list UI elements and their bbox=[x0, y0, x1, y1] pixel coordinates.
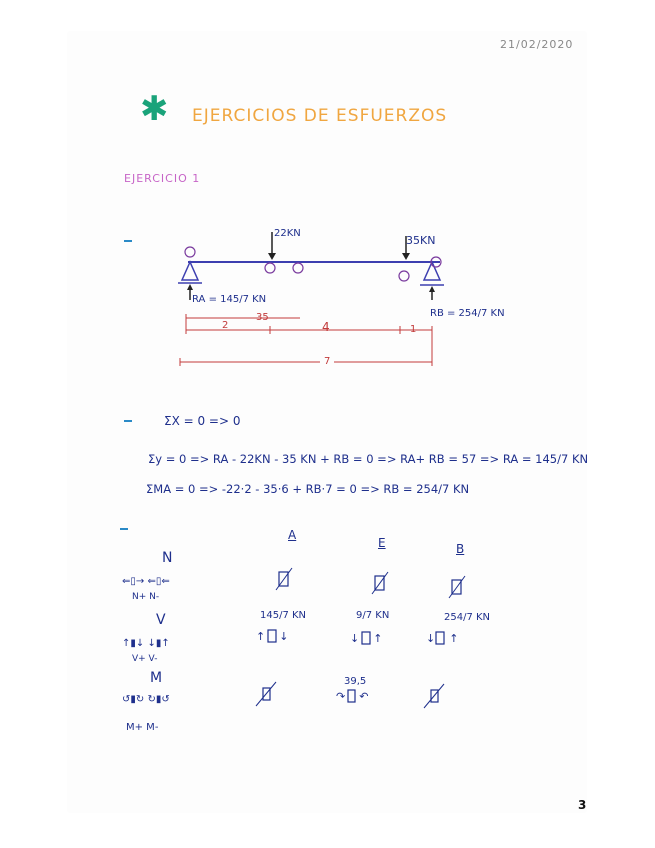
reaction-a-label: RA = 145/7 KN bbox=[192, 294, 267, 305]
convention-m-label: M bbox=[150, 670, 163, 686]
column-b-header: B bbox=[456, 542, 465, 556]
dim-4-label: 4 bbox=[322, 320, 330, 334]
convention-n-label: N bbox=[162, 550, 173, 566]
convention-n-symbols: ⇐▯→ ⇐▯⇐ bbox=[122, 576, 170, 587]
load-35-label: 35KN bbox=[406, 234, 436, 247]
dim-2-label: 2 bbox=[222, 320, 229, 331]
convention-v-symbols: ↑▮↓ ↓▮↑ bbox=[122, 638, 170, 649]
m-e-arrows: ↷ ↶ bbox=[336, 690, 369, 703]
convention-v-signs: V+ V- bbox=[132, 654, 158, 664]
m-e-value: 39,5 bbox=[344, 676, 367, 687]
v-a-arrows: ↑ ↓ bbox=[256, 630, 289, 643]
asterisk-icon: ✱ bbox=[140, 89, 169, 129]
v-b-value: 254/7 KN bbox=[444, 612, 491, 623]
dim-7-label: 7 bbox=[320, 356, 334, 367]
reaction-b-label: RB = 254/7 KN bbox=[430, 308, 505, 319]
page-title: EJERCICIOS DE ESFUERZOS bbox=[192, 106, 448, 126]
equation-sum-x: ΣX = 0 => 0 bbox=[164, 414, 241, 428]
convention-m-signs: M+ M- bbox=[126, 722, 159, 733]
load-22-label: 22KN bbox=[274, 228, 301, 239]
dim-1-label: 1 bbox=[410, 324, 417, 335]
dim-35-label: 35 bbox=[256, 312, 269, 323]
column-a-header: A bbox=[288, 528, 297, 542]
v-a-value: 145/7 KN bbox=[260, 610, 307, 621]
date-label: 21/02/2020 bbox=[500, 38, 574, 51]
column-e-header: E bbox=[378, 536, 386, 550]
equation-sum-y: Σy = 0 => RA - 22KN - 35 KN + RB = 0 => RA+ RB = 57 => RA = 145/7 KN bbox=[148, 452, 589, 466]
equation-sum-m: ΣMA = 0 => -22·2 - 35·6 + RB·7 = 0 => RB = 254/7 KN bbox=[146, 482, 470, 496]
exercise-label: EJERCICIO 1 bbox=[124, 172, 201, 185]
convention-n-signs: N+ N- bbox=[132, 592, 160, 602]
v-e-arrows: ↓ ↑ bbox=[350, 632, 383, 645]
convention-v-label: V bbox=[156, 612, 166, 628]
v-b-arrows: ↓ ↑ bbox=[426, 632, 459, 645]
page-number: 3 bbox=[578, 798, 587, 812]
v-e-value: 9/7 KN bbox=[356, 610, 390, 621]
convention-m-symbols: ↺▮↻ ↻▮↺ bbox=[122, 694, 170, 705]
